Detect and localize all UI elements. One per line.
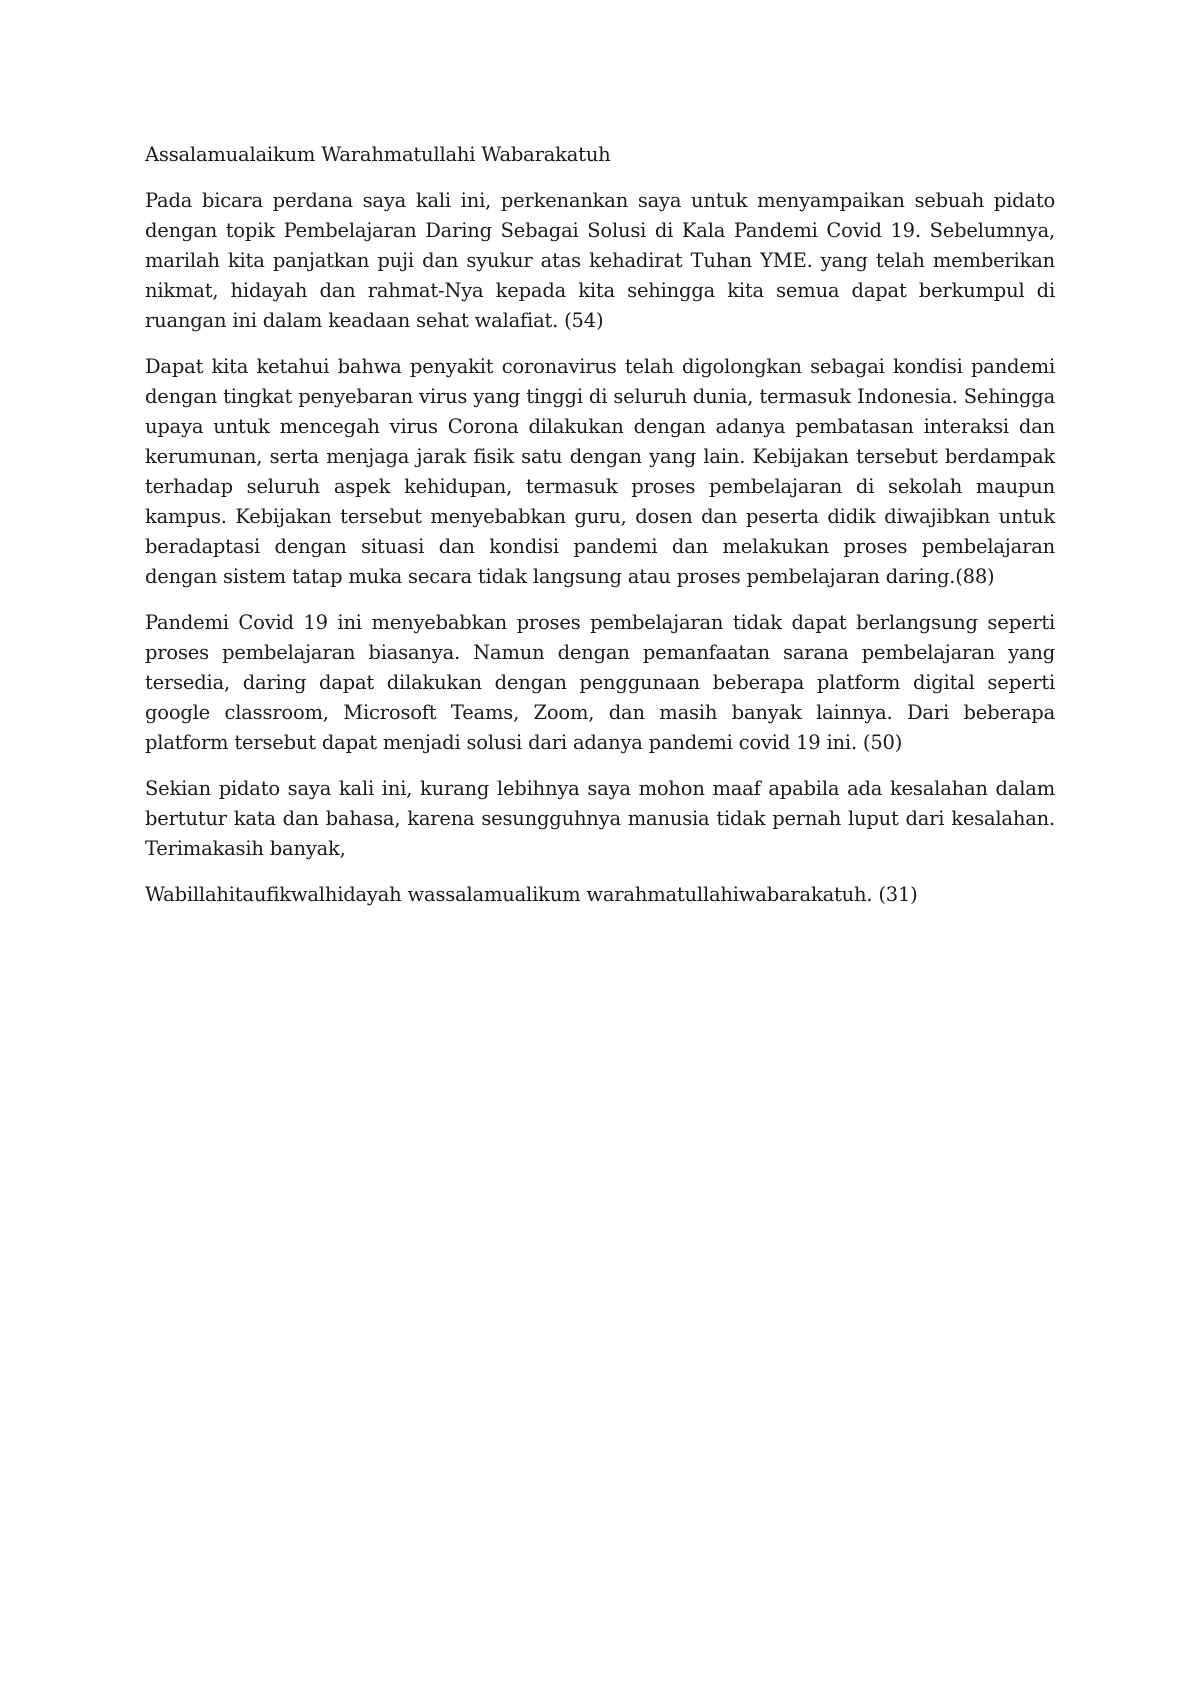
paragraph-pandemic-context: Dapat kita ketahui bahwa penyakit coronavirus telah digolongkan sebagai kondisi pandemi dengan tingkat penyebaran virus yang tinggi di seluruh dunia, termasuk Indonesia. Sehingga upaya untuk mencegah virus Corona dilakukan dengan adanya pembatasan interaksi dan kerumunan, serta menjaga jarak fisik satu dengan yang lain. Kebijakan tersebut berdampak terhadap seluruh aspek kehidupan, termasuk proses pembelajaran di sekolah maupun kampus. Kebijakan tersebut menyebabkan guru, dosen dan peserta didik diwajibkan untuk beradaptasi dengan situasi dan kondisi pandemi dan melakukan proses pembelajaran dengan sistem tatap muka secara tidak langsung atau proses pembelajaran daring.(88)	[145, 355, 1055, 588]
paragraph-closing-remarks: Sekian pidato saya kali ini, kurang lebihnya saya mohon maaf apabila ada kesalahan dalam bertutur kata dan bahasa, karena sesungguhnya manusia tidak pernah luput dari kesalahan. Terimakasih banyak,	[145, 777, 1055, 860]
document-body	[145, 140, 1055, 926]
greeting-line: Assalamualaikum Warahmatullahi Wabarakatuh	[145, 143, 611, 166]
closing-line: Wabillahitaufikwalhidayah wassalamualikum warahmatullahiwabarakatuh. (31)	[145, 883, 918, 906]
paragraph-opening: Pada bicara perdana saya kali ini, perkenankan saya untuk menyampaikan sebuah pidato dengan topik Pembelajaran Daring Sebagai Solusi di Kala Pandemi Covid 19. Sebelumnya, marilah kita panjatkan puji dan syukur atas kehadirat Tuhan YME. yang telah memberikan nikmat, hidayah dan rahmat-Nya kepada kita sehingga kita semua dapat berkumpul di ruangan ini dalam keadaan sehat walafiat. (54)	[145, 189, 1055, 332]
paragraph-online-learning: Pandemi Covid 19 ini menyebabkan proses pembelajaran tidak dapat berlangsung seperti proses pembelajaran biasanya. Namun dengan pemanfaatan sarana pembelajaran yang tersedia, daring dapat dilakukan dengan penggunaan beberapa platform digital seperti google classroom, Microsoft Teams, Zoom, dan masih banyak lainnya. Dari beberapa platform tersebut dapat menjadi solusi dari adanya pandemi covid 19 ini. (50)	[145, 611, 1055, 754]
